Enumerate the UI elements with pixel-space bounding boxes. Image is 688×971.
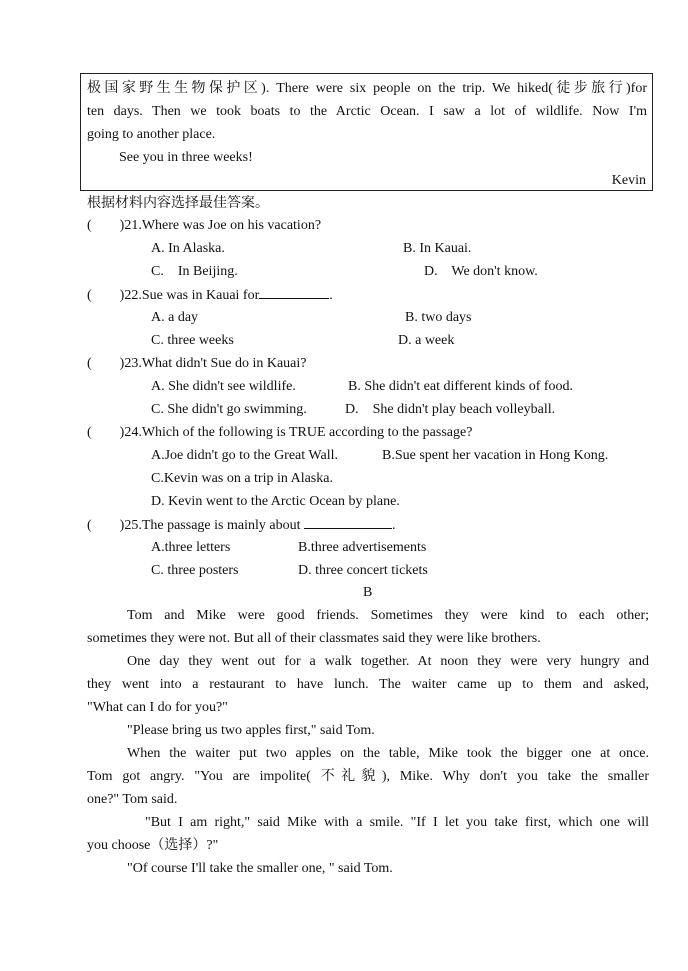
passage-a-line-1: 极国家野生生物保护区). There were six people on the trip. We hiked(徒步旅行)for [87,81,647,96]
answer-bracket: ( )24. [87,425,142,440]
passage-b-line-7: When the waiter put two apples on the table, Mike took the bigger one at once. [127,746,649,761]
option-22-b: B. two days [405,310,472,325]
question-stem: Where was Joe on his vacation? [141,218,322,233]
answer-bracket: ( )21. [87,218,142,233]
option-21-b: B. In Kauai. [403,241,472,256]
option-24-c: C.Kevin was on a trip in Alaska. [151,471,333,486]
question-stem: What didn't Sue do in Kauai? [141,356,307,371]
option-24-a: A.Joe didn't go to the Great Wall. [151,448,338,463]
passage-b-line-8: Tom got angry. "You are impolite( 不礼貌), Mike. Why don't you take the smaller [87,769,649,784]
option-22-a: A. a day [151,310,199,325]
option-23-b: B. She didn't eat different kinds of food. [348,379,574,394]
question-stem: The passage is mainly about [141,518,301,533]
instruction: 根据材料内容选择最佳答案。 [87,195,269,211]
question-23 [87,355,306,373]
option-24-b: B.Sue spent her vacation in Hong Kong. [382,448,609,463]
passage-b-line-9: one?" Tom said. [87,792,178,807]
answer-blank [304,516,392,529]
option-21-a: A. In Alaska. [151,241,225,256]
question-22 [87,286,333,305]
question-24 [87,424,472,442]
option-22-c: C. three weeks [151,333,234,348]
passage-b-line-3: One day they went out for a walk together. At noon they were very hungry and [127,654,649,669]
option-25-b: B.three advertisements [298,540,427,555]
option-23-a: A. She didn't see wildlife. [151,379,296,394]
passage-b-line-2: sometimes they were not. But all of their classmates said they were like brothers. [87,631,541,646]
passage-b-line-6: "Please bring us two apples first," said Tom. [127,723,375,738]
question-stem: Sue was in Kauai for [141,288,260,303]
option-23-c: C. She didn't go swimming. [151,402,307,417]
answer-bracket: ( )23. [87,356,142,371]
answer-blank [259,286,329,299]
question-stem: Which of the following is TRUE according to the passage? [141,425,473,440]
passage-a-line-3: going to another place. [87,127,216,142]
passage-b-line-1: Tom and Mike were good friends. Sometimes they were kind to each other; [127,608,649,623]
passage-a-line-4: See you in three weeks! [119,150,253,165]
passage-a-box [80,73,653,191]
answer-bracket: ( )22. [87,288,142,303]
option-21-c: C. In Beijing. [151,264,238,279]
option-25-d: D. three concert tickets [298,563,428,578]
passage-a-line-2: ten days. Then we took boats to the Arctic Ocean. I saw a lot of wildlife. Now I'm [87,104,647,119]
option-25-c: C. three posters [151,563,239,578]
passage-b-line-11: you choose（选择）?" [87,838,219,853]
passage-b-line-4: they went into a restaurant to have lunch. The waiter came up to them and asked, [87,677,649,692]
section-b-heading: B [363,585,373,600]
answer-bracket: ( )25. [87,518,142,533]
question-21 [87,217,321,235]
signature: Kevin [611,173,646,188]
question-25 [87,516,395,535]
passage-b-line-10: "But I am right," said Mike with a smile. "If I let you take first, which one will [145,815,649,830]
option-22-d: D. a week [398,333,455,348]
stem-end: . [391,518,396,533]
option-23-d: D. She didn't play beach volleyball. [345,402,556,417]
passage-b-line-12: "Of course I'll take the smaller one, " said Tom. [127,861,393,876]
passage-b-line-5: "What can I do for you?" [87,700,228,715]
option-21-d: D. We don't know. [424,264,538,279]
stem-end: . [329,288,333,303]
option-24-d: D. Kevin went to the Arctic Ocean by plane. [151,494,400,509]
option-25-a: A.three letters [151,540,231,555]
